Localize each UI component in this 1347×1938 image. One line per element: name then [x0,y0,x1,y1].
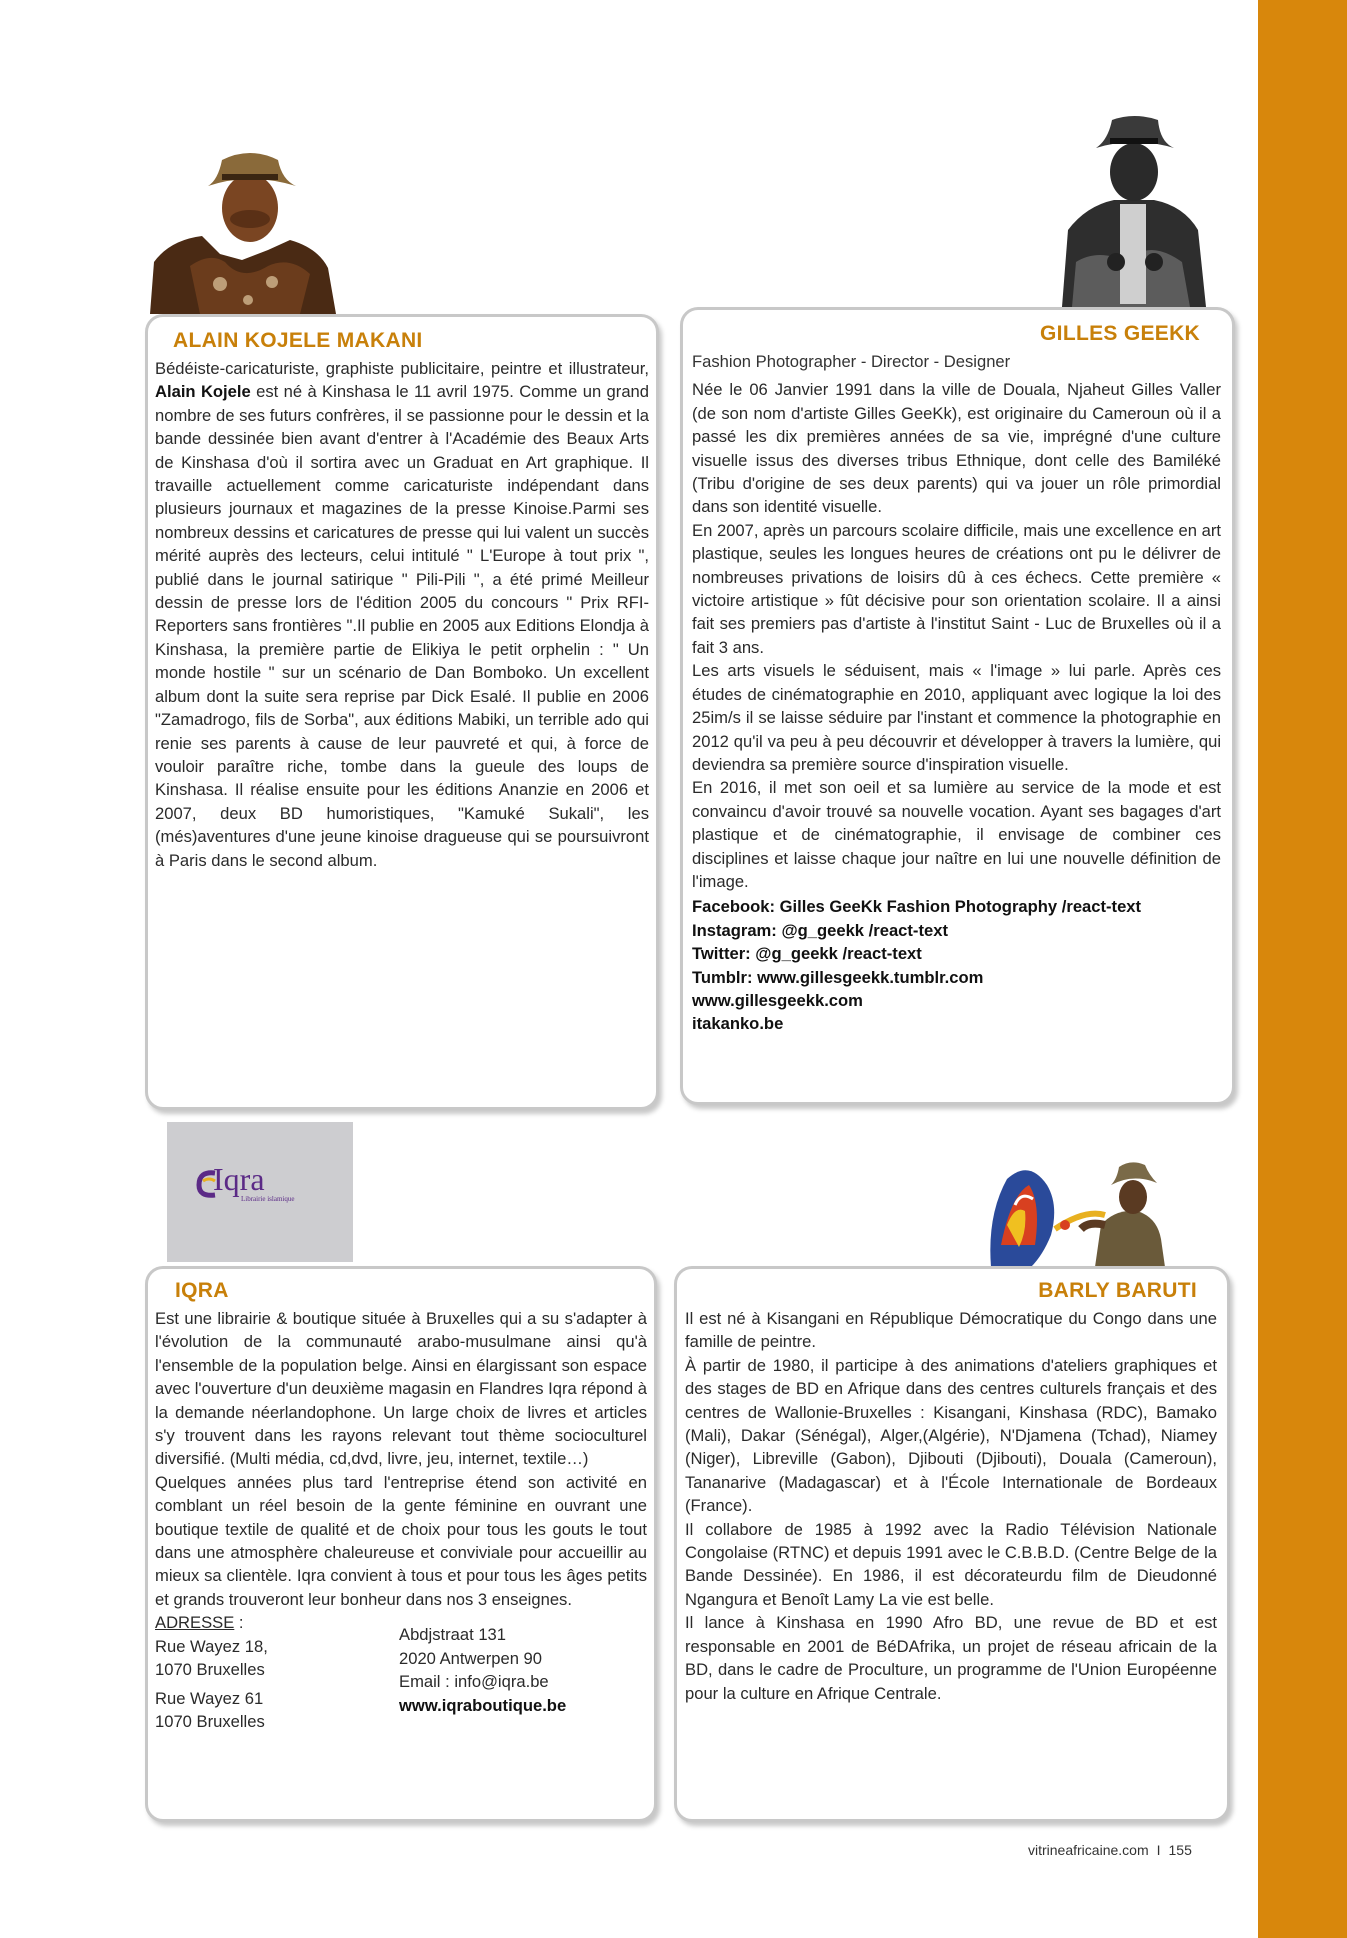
iqra-paragraph-2: Quelques années plus tard l'entreprise étend son activité en comblant un réel besoin de la gente féminine en ouvrant une boutique textile de qualité et de choix pour tous les gouts le tout dans une atmosphère chaleureuse et conviviale pour accueillir au mieux sa clientèle. Iqra convient à tous et pour tous les âges petits et grands trouveront leur bonheur dans nos 3 enseignes. [155,1472,647,1609]
card-title: IQRA [175,1279,229,1302]
card-title: GILLES GEEKK [1040,322,1200,345]
gilles-links [692,895,1221,1035]
address-1-line-2: 1070 Bruxelles [155,1660,265,1680]
address-3-line-1: Abdjstraat 131 [399,1625,507,1645]
card-body [685,1307,1217,1705]
iqra-paragraph-1: Est une librairie & boutique située à Bruxelles qui a su s'adapter à l'évolution de la communauté arabo-musulmane ainsi qu'à l'ensemble de la population belge. Ainsi en élargissant son espace avec l'ouverture d'un deuxième magasin en Flandres Iqra répond à la demande néerlandophone. Un large choix de livres et articles s'y trouvent dans les rayons relevant tout thème socioculturel diversifié. (Multi média, cd,dvd, livre, jeu, internet, textile…) [155,1309,647,1469]
facebook-link[interactable]: Facebook: Gilles GeeKk Fashion Photography /react-text [692,897,1142,917]
card-title: BARLY BARUTI [1038,1279,1197,1302]
gilles-geekk-card [680,307,1235,1105]
footer-site: vitrineafricaine.com [1028,1842,1149,1858]
barly-paragraph-4: Il lance à Kinshasa en 1990 Afro BD, une revue de BD et est responsable en 2001 de BéDAfrika, un projet de réseau africain de la BD, dans le cadre de Proculture, un programme de l'Union Européenne pour la culture en Afrique Centrale. [685,1613,1217,1703]
card-title: ALAIN KOJELE MAKANI [173,329,423,352]
barly-paragraph-2: À partir de 1980, il participe à des animations d'ateliers graphiques et des stages de BD en Afrique dans des centres culturels français et des centres de Wallonie-Bruxelles : Kisangani, Kinshasa (RDC), Bamako (Mali), Dakar (Sénégal), Alger,(Algérie), N'Djamena (Tchad), Niamey (Niger), Libreville (Gabon), Djibouti (Djibouti), Douala (Cameroun), Tananarive (Madagascar) et à l'École Internationale de Bordeaux (France). [685,1355,1217,1516]
email-link[interactable]: Email : info@iqra.be [399,1672,549,1692]
address-label: ADRESSE [155,1613,235,1633]
iqra-logo-word: Iqra [213,1161,265,1197]
iqra-logo-tagline: Librairie islamique [241,1195,295,1203]
gilles-geekk-photo [1058,112,1208,307]
card-body [155,357,649,872]
barly-baruti-card [674,1266,1230,1822]
orange-side-bar [1258,0,1347,1938]
footer-separator: I [1156,1842,1161,1858]
website-link[interactable]: www.gillesgeekk.com [692,990,863,1010]
gilles-paragraph-3: Les arts visuels le séduisent, mais « l'image » lui parle. Après ces études de cinématographie en 2010, appliquant avec logique la loi des 25im/s il se laisse séduire par l'instant et commence la photographie en 2012 qu'il va peu à peu découvrir et développer à travers la lumière, qui deviendra sa première source d'inspiration visuelle. [692,661,1221,774]
website-link[interactable]: www.iqraboutique.be [399,1695,567,1715]
page-number: 155 [1168,1842,1192,1858]
alain-kojele-card [145,314,659,1110]
iqra-card [145,1266,657,1822]
address-1-line-1: Rue Wayez 18, [155,1636,268,1656]
address-2-line-1: Rue Wayez 61 [155,1688,264,1708]
gilles-paragraph-2: En 2007, après un parcours scolaire difficile, mais une excellence en art plastique, seules les longues heures de créations ont pu le délivrer de nombreuses privations de loisirs dû à ces échecs. Cette première « victoire artistique » fût décisive pour son orientation scolaire. Il a ainsi fait ses premiers pas d'artiste à l'institut Saint - Luc de Bruxelles où il a fait 3 ans. [692,520,1221,657]
address-3-line-2: 2020 Antwerpen 90 [399,1648,543,1668]
alain-bio: Bédéiste-caricaturiste, graphiste publicitaire, peintre et illustrateur, Alain Kojele est né à Kinshasa le 11 avril 1975. Comme un grand nombre de ses futurs confrères, il se passionne pour le dessin et la bande dessinée bien avant d'entrer à l'Académie des Beaux Arts de Kinshasa d'où il sortira avec un Graduat en Art graphique. Il travaille actuellement comme caricaturiste indépendant dans plusieurs journaux et magazines de la presse Kinoise.Parmi ses nombreux dessins et caricatures de presse qui lui valent un succès mérité auprès des lecteurs, celui intitulé " L'Europe à tout prix ", publié dans le journal satirique " Pili-Pili ", a été primé Meilleur dessin de presse lors de l'édition 2005 du concours " Prix RFI-Reporters sans frontières ".Il publie en 2005 aux Editions Elondja à Kinshasa, la première partie de Elikiya le petit orphelin : " Un monde hostile " sur un scénario de Dan Bomboko. Un excellent album dont la suite sera reprise par Dick Esalé. Il publie en 2006 "Zamadrogo, fils de Sorba", aux éditions Mabiki, un terrible ado qui renie ses parents à cause de leur pauvreté et qui, à force de vouloir paraître riche, tombe dans la gueule des loups de Kinshasa. Il réalise ensuite pour les éditions Ananzie en 2006 et 2007, deux BD humoristiques, "Kamuké Sukali", les (més)aventures d'une jeune kinoise dragueuse qui se poursuivront à Paris dans le second album. [155,359,650,870]
iqra-logo-box [167,1122,353,1262]
page-footer [1028,1842,1192,1858]
gilles-paragraph-4: En 2016, il met son oeil et sa lumière au service de la mode et est convaincu d'avoir trouvé sa nouvelle vocation. Ayant ses bagages d'art plastique et de cinématographie, il envisage de combiner ces disciplines et laisse chaque jour naître en lui une nouvelle définition de l'image. [692,778,1221,891]
itakanko-link[interactable]: itakanko.be [692,1014,784,1034]
barly-baruti-photo [985,1155,1175,1267]
gilles-subtitle: Fashion Photographer - Director - Designer [692,352,1011,371]
barly-paragraph-1: Il est né à Kisangani en République Démocratique du Congo dans une famille de peintre. [685,1309,1217,1352]
iqra-addresses: ADRESSE : Rue Wayez 18, 1070 Bruxelles Rue Wayez 61 1070 Bruxelles Abdjstraat 131 2020 Antwerpen 90 Email : info@iqra.be www.iqraboutique.be [155,1611,647,1729]
card-body [692,350,1221,1036]
barly-paragraph-3: Il collabore de 1985 à 1992 avec la Radio Télévision Nationale Congolaise (RTNC) et depuis 1991 avec le C.B.B.D. (Centre Belge de la Bande Dessinée). En 1986, il est décorateurdu film de Dieudonné Ngangura et Benoît Lamy La vie est belle. [685,1519,1217,1609]
alain-kojele-photo [150,144,340,314]
instagram-link[interactable]: Instagram: @g_geekk /react-text [692,920,948,940]
gilles-paragraph-1: Née le 06 Janvier 1991 dans la ville de Douala, Njaheut Gilles Valler (de son nom d'artiste Gilles GeeKk), est originaire du Cameroun où il a passé les dix premières années de sa vie, imprégné d'une culture visuelle issus des diverses tribus Ethnique, dont celle des Bamiléké (Tribu d'origine de ses deux parents) qui va jouer un rôle primordial dans son identité visuelle. [692,380,1221,517]
twitter-link[interactable]: Twitter: @g_geekk /react-text [692,944,922,964]
tumblr-link[interactable]: Tumblr: www.gillesgeekk.tumblr.com [692,967,984,987]
address-2-line-2: 1070 Bruxelles [155,1711,265,1731]
card-body [155,1307,647,1729]
